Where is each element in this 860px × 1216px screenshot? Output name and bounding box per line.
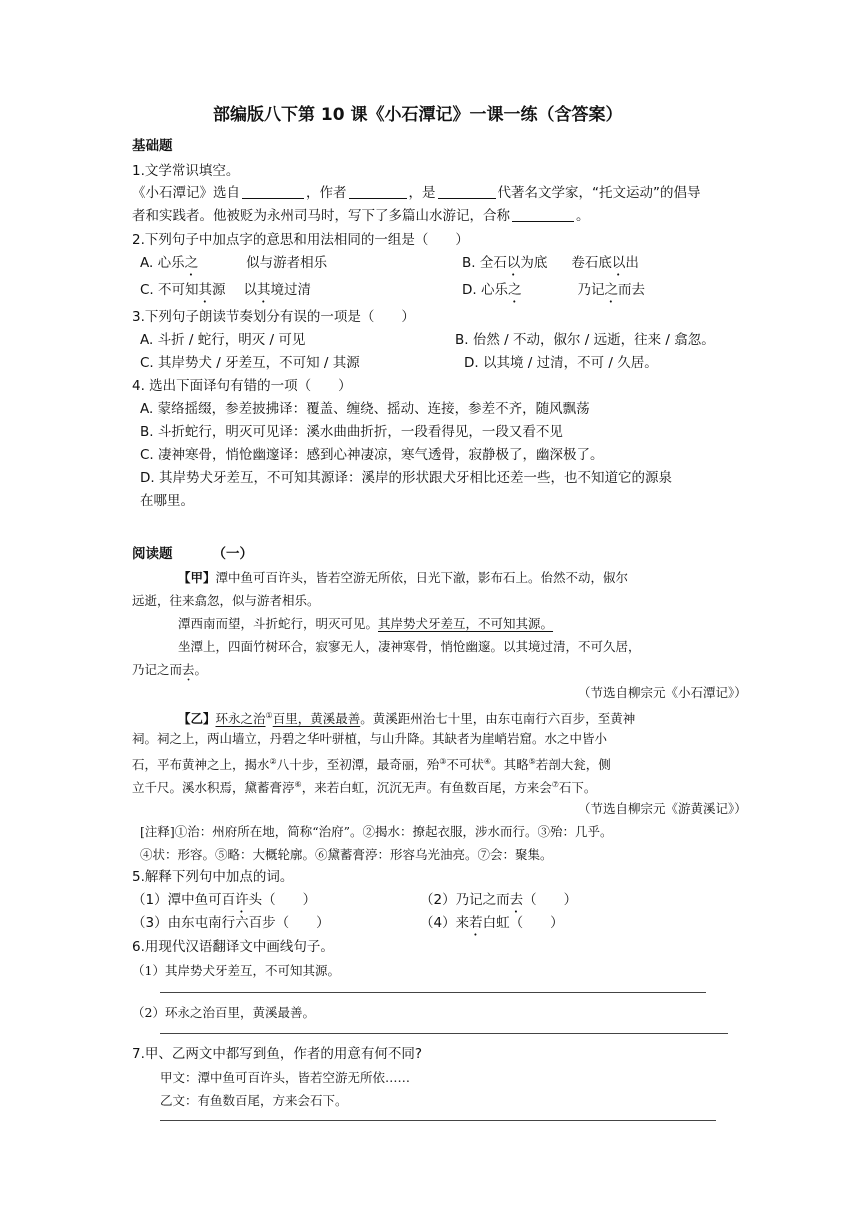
q1-blank-2[interactable] xyxy=(349,185,407,199)
q1-line2: 者和实践者。他被贬为永州司马时，写下了多篇山水游记，合称 。 xyxy=(132,208,590,224)
yi-line-4: 立千尺。溪水积焉，黛蓄膏渟⑥，来若白虹，沉沉无声。有鱼数百尾，方来会⑦石下。 xyxy=(132,780,597,796)
notes-line-2: ④状：形容。⑤略：大概轮廓。⑥黛蓄膏渟：形容乌光油亮。⑦会：聚集。 xyxy=(140,847,553,862)
q3-option-d: D. 以其境 / 过清，不可 / 久居。 xyxy=(464,355,658,371)
q4-option-c: C. 凄神寒骨，悄怆幽邃译：感到心神凄凉，寒气透骨，寂静极了，幽深极了。 xyxy=(140,447,604,463)
q4-option-b: B. 斗折蛇行，明灭可见译：溪水曲曲折折，一段看得见，一段又看不见 xyxy=(140,424,563,440)
q2-option-c: C. 不可知其源 以其境过清 xyxy=(140,282,312,298)
q2-option-b: B. 全石以为底 卷石底以出 xyxy=(462,255,639,271)
q7-jia: 甲文：潭中鱼可百许头，皆若空游无所依…… xyxy=(160,1070,411,1085)
jia-line-2: 远逝，往来翕忽，似与游者相乐。 xyxy=(132,593,320,608)
q6-answer-line-1[interactable] xyxy=(160,992,706,993)
q4-label: 4. 选出下面译句有错的一项（ ） xyxy=(132,378,352,394)
jia-line-3: 潭西南而望，斗折蛇行，明灭可见。其岸势犬牙差互，不可知其源。 xyxy=(178,616,554,631)
q3-option-b: B. 佁然 / 不动，俶尔 / 远逝，往来 / 翕忽。 xyxy=(455,332,715,348)
q4-option-d-cont: 在哪里。 xyxy=(140,493,194,509)
page-title: 部编版八下第 10 课《小石潭记》一课一练（含答案） xyxy=(213,105,623,125)
q5-item-2: （2）乃记之而去（ ） xyxy=(420,892,578,908)
jia-source: （节选自柳宗元《小石潭记》） xyxy=(578,685,747,700)
yi-line-3: 石，平布黄神之上，揭水②八十步，至初潭，最奇丽，殆③不可状④。其略⑤若剖大瓮，侧 xyxy=(132,757,611,773)
q3-option-a: A. 斗折 / 蛇行，明灭 / 可见 xyxy=(140,332,306,348)
q2-option-d: D. 心乐之 乃记之而去 xyxy=(462,282,645,298)
q1-blank-3[interactable] xyxy=(438,185,496,199)
q2-label: 2.下列句子中加点字的意思和用法相同的一组是（ ） xyxy=(132,232,469,248)
q5-item-3: （3）由东屯南行六百步（ ） xyxy=(132,915,330,931)
q3-label: 3.下列句子朗读节奏划分有误的一项是（ ） xyxy=(132,309,415,325)
q2-option-a: A. 心乐之 似与游者相乐 xyxy=(140,255,328,271)
q3-option-c: C. 其岸势犬 / 牙差互，不可知 / 其源 xyxy=(140,355,360,371)
yi-line-2: 祠。祠之上，两山墙立，丹碧之华叶骈植，与山升降。其缺者为崖峭岩窟。水之中皆小 xyxy=(132,731,608,746)
q1-blank-1[interactable] xyxy=(242,185,304,199)
jia-line-4: 坐潭上，四面竹树环合，寂寥无人，凄神寒骨，悄怆幽邃。以其境过清，不可久居， xyxy=(178,639,641,654)
q5-item-4: （4）来若白虹（ ） xyxy=(420,915,564,931)
yi-line-1: 【乙】环永之治①百里，黄溪最善。黄溪距州治七十里，由东屯南行六百步，至黄神 xyxy=(178,711,636,727)
q4-option-a: A. 蒙络摇缀，参差披拂译：覆盖、缠绕、摇动、连接，参差不齐，随风飘荡 xyxy=(140,401,590,417)
q1-blank-4[interactable] xyxy=(512,208,574,222)
q5-item-1: （1）潭中鱼可百许头（ ） xyxy=(132,892,317,908)
q6-label: 6.用现代汉语翻译文中画线句子。 xyxy=(132,939,334,955)
q6-item-1: （1）其岸势犬牙差互，不可知其源。 xyxy=(132,963,340,978)
q7-answer-line[interactable] xyxy=(160,1120,716,1121)
q4-option-d: D. 其岸势犬牙差互，不可知其源译：溪岸的形状跟犬牙相比还差一些，也不知道它的源泉 xyxy=(140,470,672,486)
section-heading-basic: 基础题 xyxy=(132,138,173,154)
notes-line-1: [注释]①治：州府所在地，简称“治府”。②揭水：撩起衣服，涉水而行。③殆：几乎。 xyxy=(140,824,613,839)
q1-line1: 《小石潭记》选自 ，作者 ，是 代著名文学家，“托文运动”的倡导 xyxy=(132,185,701,201)
q7-yi: 乙文：有鱼数百尾，方来会石下。 xyxy=(160,1093,348,1108)
q6-item-2: （2）环永之治百里，黄溪最善。 xyxy=(132,1005,315,1020)
q1-label: 1.文学常识填空。 xyxy=(132,163,240,179)
yi-source: （节选自柳宗元《游黄溪记》） xyxy=(578,801,747,816)
q6-answer-line-2[interactable] xyxy=(160,1033,728,1034)
jia-underlined-sentence: 其岸势犬牙差互，不可知其源。 xyxy=(378,616,554,631)
jia-line-1: 【甲】潭中鱼可百许头，皆若空游无所依，日光下澈，影布石上。佁然不动，俶尔 xyxy=(178,570,629,585)
section-heading-reading: 阅读题 （一） xyxy=(132,546,253,562)
q7-label: 7.甲、乙两文中都写到鱼，作者的用意有何不同? xyxy=(132,1046,423,1062)
q5-label: 5.解释下列句中加点的词。 xyxy=(132,869,294,885)
jia-line-5: 乃记之而去。 xyxy=(132,662,208,677)
